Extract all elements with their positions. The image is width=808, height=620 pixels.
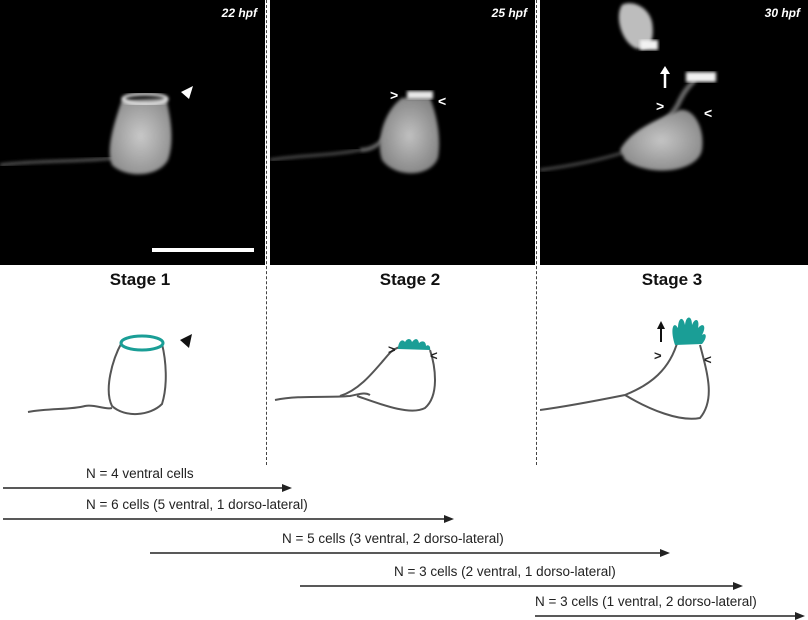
cell-count-label: N = 5 cells (3 ventral, 2 dorso-lateral) xyxy=(282,531,504,546)
micrograph-panel-2 xyxy=(270,0,535,265)
cell-count-label: N = 6 cells (5 ventral, 1 dorso-lateral) xyxy=(86,497,308,512)
micrograph-stage-3 xyxy=(540,0,808,265)
cell-count-label: N = 3 cells (2 ventral, 1 dorso-lateral) xyxy=(394,564,616,579)
micrograph-stage-2 xyxy=(270,0,535,265)
stage-label-1: Stage 1 xyxy=(109,270,171,289)
stage-label-3: Stage 3 xyxy=(641,270,703,289)
schematic-stage-1 xyxy=(0,300,265,430)
svg-text:<: < xyxy=(430,348,438,363)
micrograph-stage-1 xyxy=(0,0,265,265)
schematic-stage-2 xyxy=(270,300,535,430)
cell-count-label: N = 4 ventral cells xyxy=(86,466,194,481)
svg-text:<: < xyxy=(704,105,713,121)
stage-label-2: Stage 2 xyxy=(379,270,441,289)
stage-divider-1 xyxy=(266,0,267,465)
svg-text:>: > xyxy=(656,98,665,114)
svg-text:>: > xyxy=(654,348,662,363)
cell-count-arrow-3 xyxy=(150,531,675,551)
svg-text:>: > xyxy=(388,342,396,357)
svg-text:<: < xyxy=(438,93,447,109)
timepoint-label: 30 hpf xyxy=(764,6,800,20)
arrowhead-marker xyxy=(180,334,192,348)
timepoint-label: 25 hpf xyxy=(491,6,527,20)
arrowhead-marker xyxy=(181,86,193,99)
cilia-tuft xyxy=(398,339,430,350)
cilia-tuft xyxy=(672,318,705,346)
cell-count-arrow-4 xyxy=(300,564,750,584)
scale-bar xyxy=(152,248,254,252)
timepoint-label: 22 hpf xyxy=(221,6,257,20)
cell-count-label: N = 3 cells (1 ventral, 2 dorso-lateral) xyxy=(535,594,757,609)
schematic-stage-3 xyxy=(540,300,808,430)
svg-text:<: < xyxy=(704,352,712,367)
cilia-ring xyxy=(121,336,163,350)
stage-divider-2 xyxy=(536,0,537,465)
micrograph-panel-3 xyxy=(540,0,808,265)
cell-count-arrow-2 xyxy=(0,497,460,517)
cell-count-arrow-5 xyxy=(535,594,808,614)
micrograph-panel-1 xyxy=(0,0,265,265)
cell-count-arrow-1 xyxy=(0,466,300,486)
svg-text:>: > xyxy=(390,87,399,103)
